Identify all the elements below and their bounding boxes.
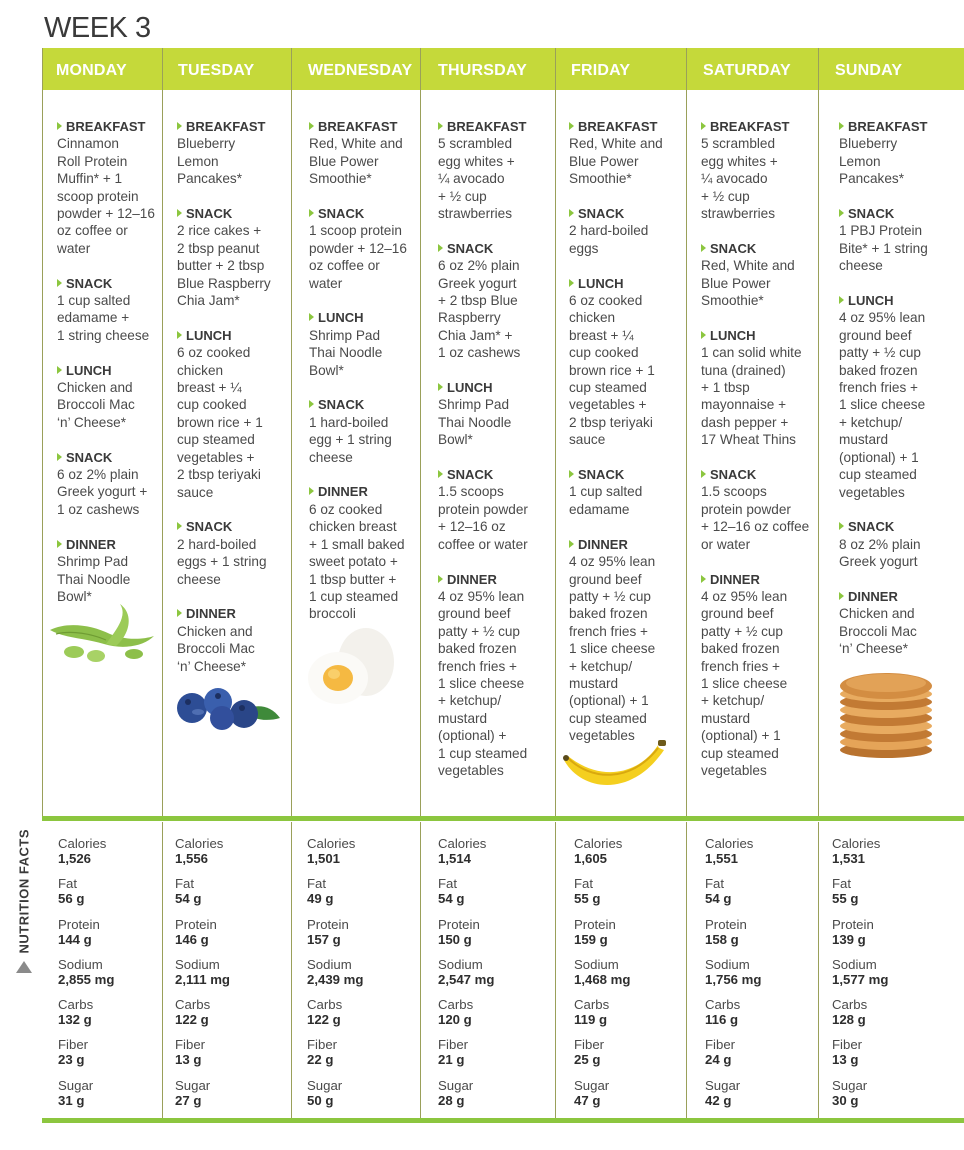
day-header-band xyxy=(42,48,964,90)
page-title: WEEK 3 xyxy=(44,12,151,44)
meal-dinner xyxy=(309,483,419,622)
nutrient-sugar xyxy=(58,1078,114,1118)
nutrient-name: Sugar xyxy=(307,1077,343,1093)
meal-lunch xyxy=(309,309,419,379)
nutrient-name: Sugar xyxy=(58,1077,94,1093)
nutrient-calories xyxy=(832,836,888,876)
nutrient-name: Carbs xyxy=(832,997,868,1013)
meal-text: Chicken and Broccoli Mac ‘n’ Cheese* xyxy=(57,380,135,430)
meal-label: SNACK xyxy=(309,205,419,222)
meal-snack xyxy=(569,205,685,257)
nutrient-name: Calories xyxy=(574,836,623,851)
meal-label: SNACK xyxy=(438,240,554,257)
nutrient-value: 27 g xyxy=(175,1092,202,1108)
nutrient-name: Sugar xyxy=(705,1077,741,1093)
day-header-thursday: THURSDAY xyxy=(438,62,528,79)
meal-label: DINNER xyxy=(309,483,419,500)
meal-dinner xyxy=(177,605,289,675)
nutrient-value: 13 g xyxy=(175,1052,202,1068)
nutrient-value: 54 g xyxy=(705,891,732,907)
nutrient-sugar xyxy=(307,1078,363,1118)
nutrient-value: 120 g xyxy=(438,1012,472,1028)
nutrient-value: 1,577 mg xyxy=(832,971,889,987)
nutrient-calories xyxy=(574,836,630,876)
meal-snack xyxy=(438,466,554,553)
meal-snack xyxy=(701,466,817,553)
nutrient-sodium xyxy=(705,957,761,997)
meal-dinner xyxy=(57,536,161,606)
nutrient-value: 2,547 mg xyxy=(438,971,495,987)
nutrition-divider xyxy=(42,816,964,821)
nutrient-fat xyxy=(438,876,494,916)
nutrient-protein xyxy=(307,917,363,957)
nutrient-value: 2,111 mg xyxy=(175,971,230,987)
meal-text: Red, White and Blue Power Smoothie* xyxy=(309,136,403,187)
meal-label: LUNCH xyxy=(438,379,554,396)
meal-text: 6 oz 2% plain Greek yogurt + 2 tbsp Blue Raspberry Chia Jam* + 1 oz cashews xyxy=(438,258,521,361)
nutrient-value: 157 g xyxy=(307,931,341,947)
meal-label: BREAKFAST xyxy=(438,118,554,135)
nutrient-name: Sodium xyxy=(58,956,103,972)
nutrient-name: Fiber xyxy=(574,1037,605,1053)
nutrient-value: 55 g xyxy=(574,891,601,907)
meal-label: DINNER xyxy=(839,588,961,605)
meal-text: 1 PBJ Protein Bite* + 1 string cheese xyxy=(839,223,928,274)
meal-label: LUNCH xyxy=(839,292,961,309)
nutrient-name: Sugar xyxy=(832,1077,868,1093)
column-divider xyxy=(818,822,819,1120)
nutrient-value: 158 g xyxy=(705,931,739,947)
nutrient-name: Sodium xyxy=(705,956,750,972)
nutrient-value: 150 g xyxy=(438,931,472,947)
nutrient-name: Fiber xyxy=(438,1037,469,1053)
nutrient-value: 22 g xyxy=(307,1052,334,1068)
meal-text: 5 scrambled egg whites + ¼ avocado + ½ cup strawberries xyxy=(701,136,778,222)
nutrient-fiber xyxy=(832,1037,888,1077)
nutrient-value: 139 g xyxy=(832,931,866,947)
meal-breakfast xyxy=(569,118,685,188)
meal-label: BREAKFAST xyxy=(701,118,817,135)
meal-text: 4 oz 95% lean ground beef patty + ½ cup baked frozen french fries + 1 slice cheese + ketchup/ mustard (optional) + 1 cup steamed vegetables xyxy=(839,310,926,500)
nutrition-facts-label: NUTRITION FACTS xyxy=(16,829,32,954)
day-header-friday: FRIDAY xyxy=(571,62,631,79)
nutrient-value: 13 g xyxy=(832,1052,859,1068)
nutrient-value: 54 g xyxy=(438,891,465,907)
meal-text: 2 hard-boiled eggs xyxy=(569,223,649,256)
meal-label: SNACK xyxy=(57,275,161,292)
meal-text: 2 hard-boiled eggs + 1 string cheese xyxy=(177,536,267,587)
column-divider xyxy=(686,48,687,818)
nutrient-name: Sugar xyxy=(175,1077,211,1093)
nutrient-name: Protein xyxy=(705,916,747,932)
meal-label: LUNCH xyxy=(177,327,289,344)
nutrient-value: 25 g xyxy=(574,1052,601,1068)
nutrient-value: 1,531 xyxy=(832,851,866,866)
meal-text: 1 cup salted edamame xyxy=(569,484,643,517)
nutrient-fat xyxy=(705,876,761,916)
meal-label: LUNCH xyxy=(569,275,685,292)
nutrient-name: Fiber xyxy=(705,1037,736,1053)
nutrient-carbs xyxy=(574,997,630,1037)
nutrient-value: 1,526 xyxy=(58,851,92,866)
nutrient-value: 28 g xyxy=(438,1092,465,1108)
meal-text: Chicken and Broccoli Mac ‘n’ Cheese* xyxy=(177,623,255,674)
nutrient-value: 21 g xyxy=(438,1052,465,1068)
meal-dinner xyxy=(569,536,685,745)
meal-column-monday xyxy=(57,118,161,623)
nutrient-calories xyxy=(705,836,761,876)
nutrient-value: 128 g xyxy=(832,1012,866,1028)
nutrient-fiber xyxy=(438,1037,494,1077)
nutrient-value: 2,439 mg xyxy=(307,971,364,987)
nutrient-name: Carbs xyxy=(574,997,610,1013)
nutrient-sodium xyxy=(175,957,230,997)
meal-text: 1 cup salted edamame + 1 string cheese xyxy=(57,293,150,343)
nutrient-name: Fat xyxy=(438,876,458,892)
nutrient-name: Fiber xyxy=(58,1037,89,1053)
nutrient-value: 1,468 mg xyxy=(574,971,631,987)
nutrient-name: Protein xyxy=(175,916,217,932)
meal-lunch xyxy=(438,379,554,449)
meal-snack xyxy=(701,240,817,310)
meal-label: SNACK xyxy=(701,466,817,483)
meal-text: Shrimp Pad Thai Noodle Bowl* xyxy=(438,397,512,448)
meal-label: SNACK xyxy=(438,466,554,483)
meal-lunch xyxy=(839,292,961,501)
meal-snack xyxy=(57,449,161,519)
nutrient-name: Fat xyxy=(58,876,78,892)
day-header-wednesday: WEDNESDAY xyxy=(308,62,413,79)
nutrient-sugar xyxy=(574,1078,630,1118)
nutrient-name: Protein xyxy=(438,916,480,932)
meal-text: 1.5 scoops protein powder + 12–16 oz coffee or water xyxy=(701,484,810,552)
meal-label: LUNCH xyxy=(309,309,419,326)
nutrient-name: Protein xyxy=(574,916,616,932)
nutrient-carbs xyxy=(58,997,114,1037)
nutrient-fiber xyxy=(307,1037,363,1077)
nutrient-value: 1,556 xyxy=(175,851,209,866)
nutrient-name: Calories xyxy=(175,836,224,851)
column-divider xyxy=(420,48,421,818)
meal-text: 1 hard-boiled egg + 1 string cheese xyxy=(309,414,392,465)
meal-label: BREAKFAST xyxy=(57,118,161,135)
meal-label: DINNER xyxy=(569,536,685,553)
nutrient-fat xyxy=(574,876,630,916)
nutrient-value: 1,551 xyxy=(705,851,739,866)
day-header-monday: MONDAY xyxy=(56,62,127,79)
nutrient-name: Carbs xyxy=(175,997,211,1013)
meal-text: 4 oz 95% lean ground beef patty + ½ cup baked frozen french fries + 1 slice cheese + ketchup/ mustard (optional) + 1 cup steamed vegetables xyxy=(701,588,788,778)
meal-text: 1 scoop protein powder + 12–16 oz coffee or water xyxy=(309,223,407,291)
nutrition-column-friday xyxy=(574,836,630,1118)
blueberries-image xyxy=(172,680,282,730)
meal-label: BREAKFAST xyxy=(177,118,289,135)
nutrient-sugar xyxy=(705,1078,761,1118)
nutrient-fiber xyxy=(58,1037,114,1077)
nutrient-name: Carbs xyxy=(438,997,474,1013)
column-divider xyxy=(555,822,556,1120)
meal-label: SNACK xyxy=(177,205,289,222)
meal-snack xyxy=(177,518,289,588)
nutrient-name: Sodium xyxy=(307,956,352,972)
meal-breakfast xyxy=(309,118,419,188)
bottom-rule xyxy=(42,1118,964,1123)
meal-snack xyxy=(569,466,685,518)
nutrient-name: Calories xyxy=(307,836,356,851)
nutrient-protein xyxy=(58,917,114,957)
meal-dinner xyxy=(701,571,817,780)
meal-column-thursday xyxy=(438,118,554,797)
nutrient-protein xyxy=(832,917,888,957)
nutrient-value: 1,514 xyxy=(438,851,472,866)
nutrient-sodium xyxy=(438,957,494,997)
meal-breakfast xyxy=(839,118,961,188)
meal-label: BREAKFAST xyxy=(309,118,419,135)
nutrient-name: Calories xyxy=(832,836,881,851)
nutrient-value: 2,855 mg xyxy=(58,971,115,987)
nutrient-sugar xyxy=(832,1078,888,1118)
column-divider xyxy=(42,48,43,818)
meal-lunch xyxy=(57,362,161,432)
meal-snack xyxy=(57,275,161,345)
meal-text: 1.5 scoops protein powder + 12–16 oz coffee or water xyxy=(438,484,528,552)
meal-text: Red, White and Blue Power Smoothie* xyxy=(701,258,795,309)
nutrient-value: 55 g xyxy=(832,891,859,907)
meal-label: SNACK xyxy=(839,205,961,222)
nutrient-name: Carbs xyxy=(705,997,741,1013)
pancakes-image xyxy=(834,668,938,760)
nutrition-facts-side-label xyxy=(8,818,38,978)
meal-lunch xyxy=(701,327,817,449)
meal-text: 6 oz cooked chicken breast + ¼ cup cooked brown rice + 1 cup steamed vegetables + 2 tbsp teriyaki sauce xyxy=(177,345,263,500)
meal-breakfast xyxy=(177,118,289,188)
meal-label: SNACK xyxy=(569,466,685,483)
nutrient-sugar xyxy=(175,1078,230,1118)
meal-label: SNACK xyxy=(57,449,161,466)
meal-text: 8 oz 2% plain Greek yogurt xyxy=(839,536,921,570)
nutrient-name: Calories xyxy=(438,836,487,851)
meal-snack xyxy=(309,396,419,466)
nutrient-name: Protein xyxy=(307,916,349,932)
nutrient-carbs xyxy=(832,997,888,1037)
nutrient-name: Fiber xyxy=(307,1037,338,1053)
nutrient-name: Protein xyxy=(832,916,874,932)
nutrient-value: 56 g xyxy=(58,891,85,907)
column-divider xyxy=(555,48,556,818)
meal-text: 1 can solid white tuna (drained) + 1 tbsp mayonnaise + dash pepper + 17 Wheat Thins xyxy=(701,345,802,448)
nutrient-name: Sodium xyxy=(438,956,483,972)
nutrition-column-sunday xyxy=(832,836,888,1118)
meal-label: BREAKFAST xyxy=(839,118,961,135)
meal-label: SNACK xyxy=(839,518,961,535)
meal-dinner xyxy=(438,571,554,780)
meal-label: DINNER xyxy=(177,605,289,622)
nutrient-carbs xyxy=(175,997,230,1037)
nutrient-calories xyxy=(175,836,230,876)
meal-label: SNACK xyxy=(701,240,817,257)
meal-text: Shrimp Pad Thai Noodle Bowl* xyxy=(57,554,131,604)
column-divider xyxy=(162,48,163,818)
nutrient-carbs xyxy=(307,997,363,1037)
nutrient-fiber xyxy=(175,1037,230,1077)
nutrient-name: Fat xyxy=(175,876,195,892)
nutrition-column-thursday xyxy=(438,836,494,1118)
nutrient-value: 122 g xyxy=(175,1012,209,1028)
nutrition-column-wednesday xyxy=(307,836,363,1118)
column-divider xyxy=(420,822,421,1120)
nutrient-value: 1,605 xyxy=(574,851,608,866)
nutrient-name: Sugar xyxy=(574,1077,610,1093)
column-divider xyxy=(291,822,292,1120)
meal-breakfast xyxy=(438,118,554,222)
meal-text: Cinnamon Roll Protein Muffin* + 1 scoop protein powder + 12–16 oz coffee or water xyxy=(57,136,155,256)
nutrient-protein xyxy=(438,917,494,957)
nutrient-value: 122 g xyxy=(307,1012,341,1028)
nutrient-value: 24 g xyxy=(705,1052,732,1068)
nutrient-protein xyxy=(705,917,761,957)
meal-breakfast xyxy=(57,118,161,257)
nutrient-sodium xyxy=(832,957,888,997)
nutrient-name: Fat xyxy=(307,876,327,892)
edamame-image xyxy=(46,600,158,664)
meal-text: 5 scrambled egg whites + ¼ avocado + ½ cup strawberries xyxy=(438,136,515,222)
nutrient-name: Sodium xyxy=(175,956,220,972)
nutrient-protein xyxy=(175,917,230,957)
meal-dinner xyxy=(839,588,961,658)
meal-text: Chicken and Broccoli Mac ‘n’ Cheese* xyxy=(839,606,917,657)
nutrition-column-monday xyxy=(58,836,114,1118)
nutrient-calories xyxy=(58,836,114,876)
nutrient-value: 49 g xyxy=(307,891,334,907)
day-header-tuesday: TUESDAY xyxy=(178,62,255,79)
nutrient-fat xyxy=(832,876,888,916)
column-divider xyxy=(291,48,292,818)
nutrition-column-saturday xyxy=(705,836,761,1118)
meal-text: Blueberry Lemon Pancakes* xyxy=(177,136,242,187)
meal-label: DINNER xyxy=(701,571,817,588)
meal-label: DINNER xyxy=(438,571,554,588)
meal-text: 6 oz cooked chicken breast + 1 small baked sweet potato + 1 tbsp butter + 1 cup steamed broccoli xyxy=(309,501,405,622)
meal-text: 4 oz 95% lean ground beef patty + ½ cup baked frozen french fries + 1 slice cheese + ketchup/ mustard (optional) + 1 cup steamed vegetables xyxy=(438,588,528,778)
nutrient-value: 119 g xyxy=(574,1012,607,1028)
nutrient-fiber xyxy=(705,1037,761,1077)
meal-lunch xyxy=(569,275,685,449)
nutrient-fat xyxy=(58,876,114,916)
nutrient-calories xyxy=(307,836,363,876)
day-header-sunday: SUNDAY xyxy=(835,62,903,79)
meal-label: SNACK xyxy=(569,205,685,222)
nutrient-value: 116 g xyxy=(705,1012,738,1028)
nutrient-name: Sugar xyxy=(438,1077,474,1093)
meal-label: SNACK xyxy=(177,518,289,535)
nutrient-name: Sodium xyxy=(832,956,877,972)
meal-label: DINNER xyxy=(57,536,161,553)
nutrient-value: 31 g xyxy=(58,1092,85,1108)
nutrient-fat xyxy=(307,876,363,916)
meal-column-wednesday xyxy=(309,118,419,640)
nutrient-calories xyxy=(438,836,494,876)
column-divider xyxy=(818,48,819,818)
nutrient-sodium xyxy=(307,957,363,997)
day-header-saturday: SATURDAY xyxy=(703,62,791,79)
nutrient-value: 144 g xyxy=(58,931,92,947)
nutrient-fat xyxy=(175,876,230,916)
nutrient-name: Calories xyxy=(58,836,107,851)
meal-label: BREAKFAST xyxy=(569,118,685,135)
nutrient-fiber xyxy=(574,1037,630,1077)
meal-text: Shrimp Pad Thai Noodle Bowl* xyxy=(309,327,383,378)
meal-label: LUNCH xyxy=(701,327,817,344)
nutrient-sodium xyxy=(58,957,114,997)
banana-image xyxy=(560,740,670,802)
nutrient-value: 54 g xyxy=(175,891,202,907)
nutrient-name: Fat xyxy=(574,876,594,892)
nutrient-value: 146 g xyxy=(175,931,209,947)
meal-breakfast xyxy=(701,118,817,222)
meal-label: SNACK xyxy=(309,396,419,413)
meal-column-tuesday xyxy=(177,118,289,692)
nutrient-value: 23 g xyxy=(58,1052,85,1068)
nutrient-value: 159 g xyxy=(574,931,608,947)
nutrient-value: 47 g xyxy=(574,1092,601,1108)
nutrient-value: 50 g xyxy=(307,1092,334,1108)
nutrient-sugar xyxy=(438,1078,494,1118)
nutrient-name: Protein xyxy=(58,916,100,932)
nutrient-carbs xyxy=(438,997,494,1037)
nutrient-name: Fat xyxy=(832,876,852,892)
meal-text: 4 oz 95% lean ground beef patty + ½ cup baked frozen french fries + 1 slice cheese + ketchup/ mustard (optional) + 1 cup steamed vegetables xyxy=(569,554,656,744)
nutrient-value: 42 g xyxy=(705,1092,732,1108)
meal-label: LUNCH xyxy=(57,362,161,379)
nutrient-name: Fiber xyxy=(175,1037,206,1053)
nutrient-value: 30 g xyxy=(832,1092,859,1108)
meal-text: Red, White and Blue Power Smoothie* xyxy=(569,136,663,187)
meal-snack xyxy=(438,240,554,362)
meal-text: 6 oz 2% plain Greek yogurt + 1 oz cashews xyxy=(57,467,148,517)
meal-column-saturday xyxy=(701,118,817,797)
meal-text: 6 oz cooked chicken breast + ¼ cup cooked brown rice + 1 cup steamed vegetables + 2 tbsp teriyaki sauce xyxy=(569,293,655,448)
meal-text: 2 rice cakes + 2 tbsp peanut butter + 2 tbsp Blue Raspberry Chia Jam* xyxy=(177,223,271,309)
nutrient-name: Fiber xyxy=(832,1037,863,1053)
meal-snack xyxy=(839,518,961,570)
column-divider xyxy=(162,822,163,1120)
meal-snack xyxy=(177,205,289,309)
meal-snack xyxy=(839,205,961,275)
boiled-egg-image xyxy=(304,626,398,708)
triangle-icon xyxy=(16,961,32,973)
nutrient-value: 1,501 xyxy=(307,851,341,866)
nutrient-name: Fat xyxy=(705,876,725,892)
nutrient-sodium xyxy=(574,957,630,997)
nutrient-carbs xyxy=(705,997,761,1037)
nutrient-protein xyxy=(574,917,630,957)
nutrient-value: 132 g xyxy=(58,1012,92,1028)
meal-column-sunday xyxy=(839,118,961,675)
nutrient-name: Carbs xyxy=(58,997,94,1013)
meal-column-friday xyxy=(569,118,685,762)
nutrient-name: Carbs xyxy=(307,997,343,1013)
nutrient-name: Calories xyxy=(705,836,754,851)
meal-snack xyxy=(309,205,419,292)
nutrition-column-tuesday xyxy=(175,836,230,1118)
nutrient-value: 1,756 mg xyxy=(705,971,762,987)
meal-lunch xyxy=(177,327,289,501)
column-divider xyxy=(686,822,687,1120)
meal-text: Blueberry Lemon Pancakes* xyxy=(839,136,904,187)
nutrient-name: Sodium xyxy=(574,956,619,972)
